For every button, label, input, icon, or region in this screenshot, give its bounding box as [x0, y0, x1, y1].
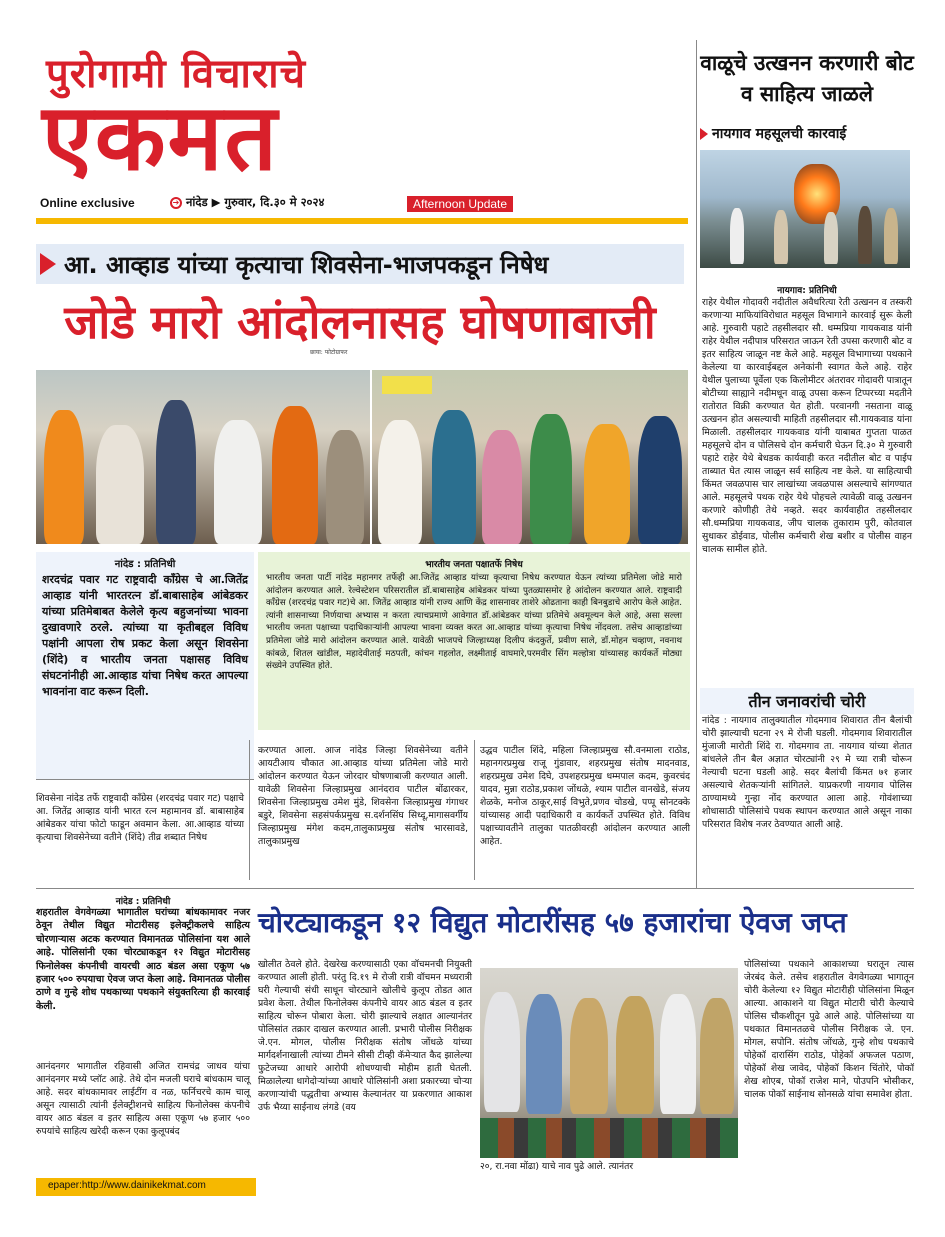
- right-photo: [700, 150, 910, 268]
- bjp-box-text: भारतीय जनता पार्टी नांदेड महानगर तर्फेही आ.जितेंद्र आव्हाड यांच्या कृत्याचा निषेध करण्यात येऊन त्यांच्या प्रतिमेला जोडे मारो आंदोलन करण्यात आले. रेल्वेस्टेशन परिसरातील डॉ.बाबासाहेब आंबेडकर यांच्या पुतळ्यासमोर हे आंदोलन करण्यात आले. राष्ट्रवादी काँग्रेस (शरदचंद्र पवार गट)चे आ. जितेंद्र आव्हाड यांनी राज्य आणि केंद्र शासनावर ताशेरे ओढताना काही बिनबुडाचे आरोप केले आहेत. त्यांनी शासनाच्या निर्णयाचा अभ्यास न करता त्याचप्रमाणे आवेगात डॉ.आंबेडकर यांच्या प्रतिमेचे अवमूल्यन केले आहे, असा सल्ला भारतीय जनता पक्षाच्या पदाधिकाऱ्यांनी आपल्या भावना व्यक्त करत आ.आव्हाड यांच्या कृत्याचा निषेध नोंदवला. तसेच आव्हाडांच्या प्रतिमेला जोडे मारो आंदोलन करण्यात आले. यावेळी भाजपचे जिल्हाध्यक्ष दिलीप कंदकुर्ते, प्रवीण साले, डॉ.मोहन चव्हाण, नवनाथ कांबळे, शितल खांडील, महादेवीताई मठपती, कांचन गहलोत, लक्ष्मीताई वाघमारे,परमवीर सिंग मल्होत्रा यांच्यासह कार्यकर्ते मोठ्या संख्येने उपस्थित होते.: [266, 573, 682, 672]
- masthead-title: एकमत: [42, 84, 279, 191]
- photo-banner: [382, 376, 432, 394]
- masthead: [36, 52, 676, 217]
- bjp-box-title: भारतीय जनता पक्षातर्फे निषेध: [425, 560, 523, 570]
- right-kicker: नायगाव महसूलची कारवाई: [700, 124, 914, 143]
- masthead-tagline: पुरोगामी विचाराचे: [46, 51, 307, 97]
- main-headline: जोडे मारो आंदोलनासह घोषणाबाजी: [64, 295, 656, 349]
- bottom-lead: शहरातील वेगवेगळ्या भागातील घरांच्या बांधकामावर नजर ठेवून तेथील विद्युत मोटारीसह इलेक्ट्रीकलचे साहित्य चोरणाऱ्यास अटक करण्यात विमानतळ पोलिसांना यश आले आहे. पोलिसांनी एका चोरट्याकडून १२ विद्युत मोटारीसह फिनोलेक्स कंपनीची वायरची आठ बंडल असा एकूण ५७ हजार ५०० रुपयाचा ऐवज जप्त केला आहे. विमानतळ पोलीस ठाणे व गुन्हे शोध पथकाच्या पथकाने संयुक्तरित्या ही कारवाई केली.: [36, 907, 250, 1012]
- bottom-col-2: खोलीत ठेवले होते. देखरेख करण्यासाठी एका वॉचमनची नियुक्ती करण्यात आली होती. परंतु दि.१९ मे रोजी रात्री वॉचमन मध्यरात्री घरी गेल्याची संधी साधून चोरट्याने खोलीचे कुलूप तोडत आत प्रवेश केला. तेथील फिनोलेक्स कंपनीचे वायर आठ बंडल व इतर साहित्य चोरून पोबारा केला. चोरी झाल्याचे लक्षात आल्यानंतर पोलिसांत तक्रार दाखल करण्यात आली. प्रभारी पोलीस निरीक्षक जे.एन. मोगल, पोलीस निरीक्षक संतोष जोंधळे यांच्या मार्गदर्शनाखाली त्यांच्या टीमने सीसी टीव्ही कॅमेऱ्यात कैद झालेल्या फुटेजच्या आधारे आरोपी शोधण्याची मोहीम हाती घेतली. मिळालेल्या धागेदोऱ्यांच्या आधारे पोलिसांनी अशा प्रकारच्या चोऱ्या करणाऱ्यांची पद्धतीचा अभ्यास केल्यानंतर या प्रकरणात आकाश उर्फ भैय्या साईनाथ लंगडे (वय: [258, 959, 472, 1113]
- bjp-box: [258, 552, 690, 730]
- right-story-text: राहेर येथील गोदावरी नदीतील अवैधरित्या रेती उत्खनन व तस्करी करणाऱ्या माफियांविरोधात महसूल विभागाने कारवाई सुरू केली आहे. गुरुवारी पहाटे तहसीलदार सौ. धम्मप्रिया गायकवाड यांनी राहेर येथील नदीपात्र परिसरात जाऊन रेती उपसा करणारी बोट व इतर साहित्य जाळून नष्ट केले आहे. महसूल विभागाच्या पथकाने केलेल्या या कारवाईबद्दल अनेकांनी स्वागत केले आहे. राहेर येथील पुलाच्या पूर्वेला एक किलोमीटर अंतरावर गोदावरी पात्रातून बोटीच्या साह्याने नदीमधून वाळू उपसा करून टिप्परच्या मदतीने रातोरात विक्री करण्यात येत होती. परवानगी नसताना वाळू उत्खनन होत असल्याची माहिती तहसीलदार सौ.गायकवाड यांना मिळाली. तहसीलदार गायकवाड यांनी याबाबत गुप्तता पाळत महसूलचे दोन व पोलिसचे दोन कर्मचारी घेऊन दि.३० मे गुरुवारी पहाटे राहेर येथे बेधडक कार्यवाही करत नदीतील बोट व पाईप ताब्यात घेत त्यास जाळून सर्व साहित्य नष्ट केले. या साहित्याची किंमत जवळपास चार लाखांच्या जवळपास असल्याचे सांगण्यात आले. महसूलचे पथक राहेर येथे पोहचले त्यावेळी वाळू उत्खनन करणारे कोणीही तेथे नव्हते. सदर कार्यवाहीत तहसीलदार सौ.धम्मप्रिया गायकवाड, जीप चालक तुकाराम पुरी, कोतवाल सुधाकर डोईवाड, पोलीस कर्मचारी शेख बशीर व पोलीस वाहन चालक सामील होते.: [702, 297, 912, 555]
- triangle-icon: [700, 128, 708, 140]
- bottom-headline: चोरट्याकडून १२ विद्युत मोटारींसह ५७ हजारांचा ऐवज जप्त: [258, 906, 847, 939]
- main-photo-right: [372, 370, 688, 544]
- photo-credit: छाया: फोटोग्राफर: [310, 349, 348, 356]
- left-lead-text: शरदचंद्र पवार गट राष्ट्रवादी काँग्रेस चे आ.जितेंद्र आव्हाड यांनी भारतरत्न डॉ.बाबासाहेब आंबेडकर यांच्या प्रतिमेबाबत केलेले कृत्य बहुजनांच्या भावना दुखावणारे ठरले. त्यांच्या या कृतीबद्दल विविध पक्षांनी आपला रोष प्रकट केला असून शिवसेना (शिंदे) व भारतीय जनता पक्षासह विविध संघटनांनीही आ.आव्हाड यांचा निषेध करत आपल्या भावनांना वाट करून दिली.: [42, 573, 248, 698]
- main-col-2: करण्यात आला. आज नांदेड जिल्हा शिवसेनेच्या वतीने आयटीआय चौकात आ.आव्हाड यांच्या प्रतिमेला जोडे मारो आंदोलन करण्यात येऊन जोरदार घोषणाबाजी करण्यात आली. यावेळी शिवसेना जिल्हाप्रमुख आनंदराव पाटील बोंढारकर, शिवसेना जिल्हाप्रमुख उमेश मुंडे, शिवसेना जिल्हाप्रमुख गंगाधर बडुरे, शिवसेना सहसंपर्कप्रमुख स.दर्शनसिंघ सिध्दू,मागासवर्गीय जिल्हाप्रमुख मंगेश कदम,तालुकाप्रमुख संतोष भारसावडे, तालुकाप्रमुख: [258, 745, 468, 847]
- main-photo-left: [36, 370, 370, 544]
- bottom-col-1: आनंदनगर भागातील रहिवासी अजित रामचंद्र जाधव यांचा आनंदनगर मध्ये प्लॉट आहे. तेथे दोन मजली घराचे बांधकाम चालू आहे. सदर बांधकामावर लाईटींग व नळ, फर्निचरचे काम चालू असून त्यासाठी त्यांनी ईलेक्ट्रीशनचे साहित्य फिनोलेक्स कंपनीचे वायर आठ बंडल व इतर साहित्य असा एकूण ५७ हजार ५०० रुपयांचे साहित्य खरेदी करून एका कुलूपबंद: [36, 1061, 250, 1137]
- main-col-1: शिवसेना नांदेड तर्फे राष्ट्रवादी काँग्रेस (शरदचंद्र पवार गट) पक्षाचे आ. जितेंद्र आव्हाड यांनी भारत रत्न महामानव डॉ. बाबासाहेब आंबेडकर यांचा फोटो फाडून अवमान केला. आ.आव्हाड यांच्या कृत्याचा शिवसेनेच्या वतीने (शिंदे) तीव्र शब्दात निषेध: [36, 793, 244, 843]
- theft-headline: तीन जनावरांची चोरी: [700, 688, 914, 714]
- dateline: ➔ नांदेड ▶ गुरुवार, दि.३० मे २०२४: [170, 195, 325, 210]
- bottom-caption-tail: २०, रा.नवा मोंढा) याचे नाव पुढे आले. त्यानंतर: [480, 1161, 634, 1172]
- right-headline: वाळूचे उत्खनन करणारी बोट व साहित्य जाळले: [700, 51, 914, 106]
- afternoon-update-badge: Afternoon Update: [407, 196, 513, 212]
- masthead-rule: [36, 218, 688, 224]
- right-byline: नायगाव: प्रतिनिधी: [777, 286, 837, 296]
- main-kicker-bar: [36, 244, 684, 284]
- arrow-circle-icon: ➔: [170, 197, 182, 209]
- online-exclusive-label: Online exclusive: [40, 196, 135, 210]
- bottom-photo: [480, 968, 738, 1158]
- left-byline: नांदेड : प्रतिनिधी: [114, 559, 176, 570]
- main-kicker: आ. आव्हाड यांच्या कृत्याचा शिवसेना-भाजपकडून निषेध: [64, 250, 549, 279]
- bottom-col-3: पोलिसांच्या पथकाने आकाशच्या घरातून त्यास जेरबंद केले. तसेच शहरातील वेगवेगळ्या भागातून चोरी केलेल्या १२ विद्युत मोटारीही पोलिसांना मिळून आल्या. आकाशने या विद्युत मोटारी चोरी केल्याचे पोलिस चौकशीतून पुढे आले आहे. पोलिसांच्या या पथकात विमानतळचे पोलीस निरीक्षक जे. एन. मोगल, सपोनि. संतोष जोंधळे, गुन्हे शोध पथकाचे पोहेकॉ दारासिंग राठोड, पोहेकॉ अफजल पठाण, पोहेकॉ शेख जावेद, पोहेकॉ किशन चिंतोरे, पोकॉ शेख शोएब, पोकॉ राजेश माने, पोउपनि भोसीकर, चालक पोकॉ साईनाथ सोनसळे यांचा समावेश होता.: [744, 959, 914, 1100]
- footer-epaper[interactable]: epaper:http://www.dainikekmat.com: [36, 1178, 256, 1196]
- main-col-3: उद्धव पाटील शिंदे, महिला जिल्हाप्रमुख सौ.वनमाला राठोड, महानगरप्रमुख राजू गुंडावार, शहरप्रमुख संतोष मादनवाड, शहरप्रमुख उमेश दिघे, उपशहरप्रमुख धम्मपाल कदम, कुवरचंद यादव, मुन्ना राठोड,प्रकाश जोंधळे, श्याम पाटील वानखेडे, संजय शेळके, मनोज ठाकूर,साई विभुते,प्रणव चोडखे, पप्पू सोनटक्के यांच्यासह आदी पदाधिकारी व कार्यकर्ते उपस्थित होते. विविध पक्षाच्यावतीने तालुका पातळीवरही आंदोलन करण्यात आली आहेत.: [480, 745, 690, 847]
- bottom-byline: नांदेड : प्रतिनिधी: [115, 897, 171, 907]
- left-lead-box: [36, 552, 254, 780]
- triangle-icon: [40, 253, 56, 275]
- theft-text: नांदेड : नायगाव तालुक्यातील गोदमगाव शिवारात तीन बैलांची चोरी झाल्याची घटना २९ मे रोजी घडली. गोदमगाव शिवारातील मुंजाजी मारोती शिंदे रा. गोदमगाव ता. नायगाव यांच्या शेतात बांधलेले तीन बैल अज्ञात चोरट्यांनी २९ मे च्या रात्री चोरून नेल्याची घटना घडली आहे. सदर बैलांची किंमत ७१ हजार असल्याचे शेतकऱ्यांनी सांगितले. याप्रकरणी नायगाव पोलिस ठाण्यामध्ये गुन्हा नोंद करण्यात आला आहे. गोवंशाच्या शोधासाठी पोलिसांचे पथक स्थापन करण्यात आले असून नाका परिसरात विशेष नजर ठेवण्यात आली आहे.: [702, 715, 912, 830]
